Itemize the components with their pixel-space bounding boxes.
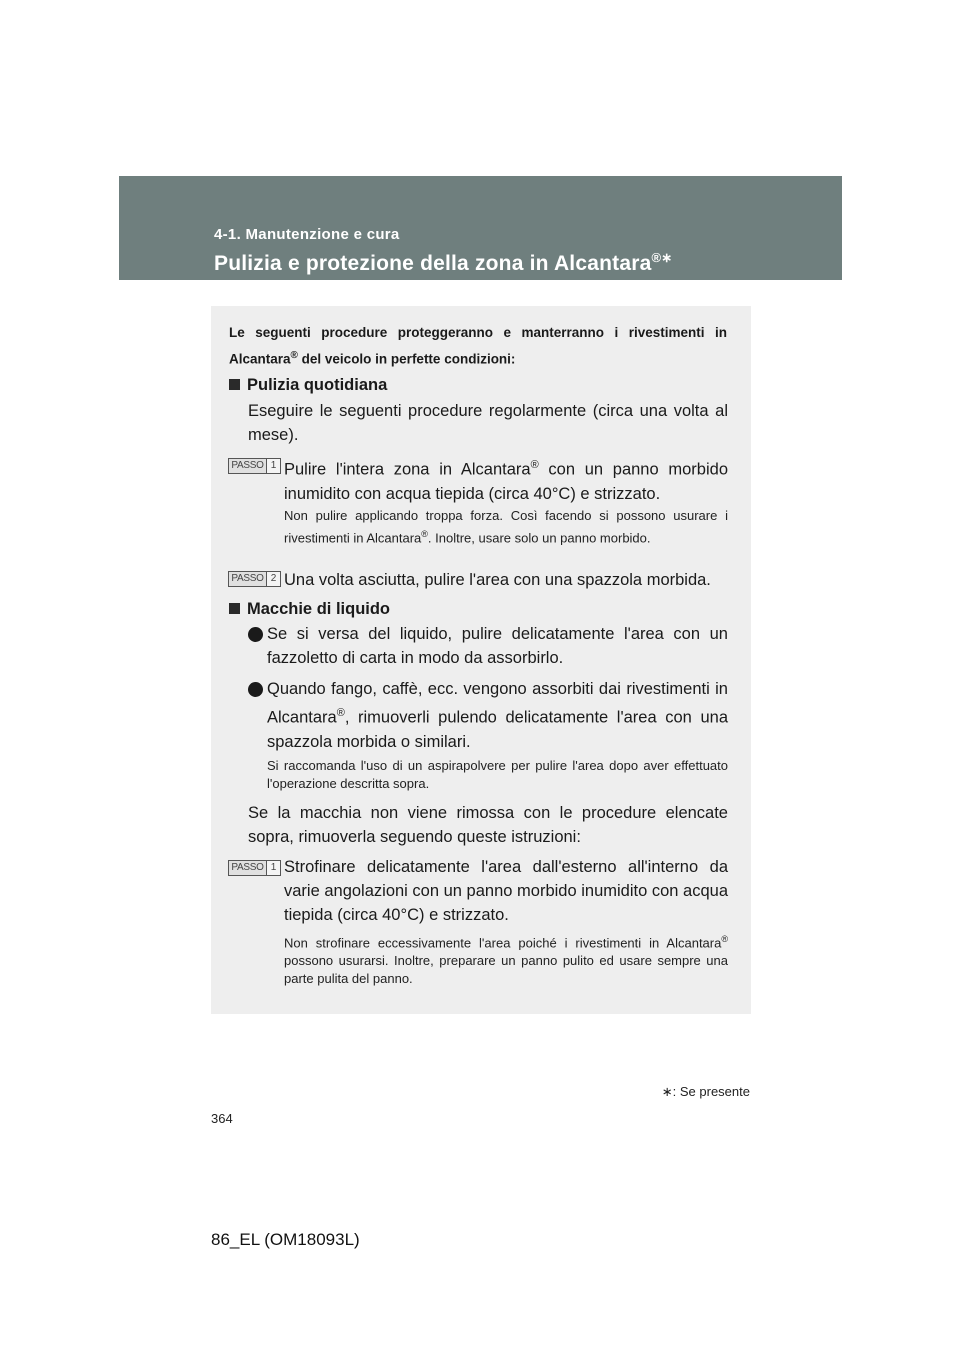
step-badge-1-stains bbox=[228, 860, 281, 876]
footnote-if-equipped: ∗: Se presente bbox=[661, 1084, 750, 1099]
bullet-dot-icon bbox=[248, 627, 263, 642]
heading-daily-text: Pulizia quotidiana bbox=[247, 376, 388, 394]
step-badge-label: PASSO bbox=[231, 573, 264, 584]
step-badge-number: 2 bbox=[266, 572, 280, 586]
page-title-text: Pulizia e protezione della zona in Alcantara bbox=[214, 252, 652, 275]
intro-line1: Le seguenti procedure proteggeranno e manterranno i rivestimenti in Alcantara bbox=[229, 325, 727, 367]
stains-step1-text: Strofinare delicatamente l'area dall'esterno all'interno da varie angolazioni con un panno morbido inumidito con acqua tiepida (circa 40°C) e strizzato. bbox=[284, 858, 728, 924]
intro-text bbox=[229, 321, 727, 371]
page-title bbox=[214, 250, 672, 276]
document-code: 86_EL (OM18093L) bbox=[211, 1230, 360, 1249]
daily-step1-text-a: Pulire l'intera zona in Alcantara bbox=[284, 460, 531, 479]
step-badge-number: 1 bbox=[266, 459, 280, 473]
stains-step1-note-b: possono usurarsi. Inoltre, preparare un panno pulito ed usare sempre una parte pulita del panno. bbox=[284, 953, 728, 987]
heading-liquid-stains bbox=[229, 600, 390, 619]
step-badge-number: 1 bbox=[266, 861, 280, 875]
square-bullet-icon bbox=[229, 379, 240, 390]
step-badge-2 bbox=[228, 571, 281, 587]
step-badge-label: PASSO bbox=[231, 862, 264, 873]
stains-bullet2-b: , rimuoverli pulendo delicatamente l'area con una spazzola morbida o similari. bbox=[267, 708, 728, 751]
reg-mark: ® bbox=[530, 459, 539, 471]
bullet-dot-icon bbox=[248, 682, 263, 697]
stains-followup-text: Se la macchia non viene rimossa con le procedure elencate sopra, rimuoverla seguendo queste istruzioni: bbox=[248, 804, 728, 846]
intro-line2: del veicolo in perfette condizioni: bbox=[297, 351, 516, 367]
daily-description: Eseguire le seguenti procedure regolarmente (circa una volta al mese). bbox=[248, 402, 728, 444]
stains-bullet2 bbox=[267, 677, 728, 754]
section-header-band bbox=[119, 176, 842, 280]
stains-bullet2-a: Quando fango, caffè, ecc. vengono assorbiti dai rivestimenti in Alcantara bbox=[267, 680, 728, 727]
page-number: 364 bbox=[211, 1111, 233, 1126]
heading-daily-cleaning bbox=[229, 376, 387, 395]
stains-note: Si raccomanda l'uso di un aspirapolvere per pulire l'area dopo aver effettuato l'operazione descritta sopra. bbox=[267, 758, 728, 791]
stains-bullet1: Se si versa del liquido, pulire delicatamente l'area con un fazzoletto di carta in modo da assorbirlo. bbox=[267, 625, 728, 667]
section-label: 4-1. Manutenzione e cura bbox=[214, 226, 400, 243]
heading-stains-text: Macchie di liquido bbox=[247, 600, 391, 618]
page-title-mark: ®∗ bbox=[651, 250, 673, 265]
reg-mark: ® bbox=[421, 529, 428, 539]
reg-mark: ® bbox=[721, 934, 728, 944]
daily-step1-note-b: . Inoltre, usare solo un panno morbido. bbox=[427, 530, 651, 546]
daily-step1-text-b: con un panno morbido inumidito con acqua tiepida (circa 40°C) e strizzato. bbox=[284, 460, 728, 503]
step-badge-label: PASSO bbox=[231, 460, 264, 471]
step-badge-1 bbox=[228, 458, 281, 474]
content-box bbox=[211, 306, 751, 1014]
intro-reg-mark: ® bbox=[290, 350, 298, 361]
daily-step2-text: Una volta asciutta, pulire l'area con una spazzola morbida. bbox=[284, 571, 711, 589]
square-bullet-icon bbox=[229, 603, 240, 614]
stains-step1-note bbox=[284, 930, 728, 988]
daily-step1-note bbox=[284, 507, 728, 547]
reg-mark: ® bbox=[336, 707, 345, 719]
daily-step1-text bbox=[284, 453, 728, 506]
stains-step1-note-a: Non strofinare eccessivamente l'area poiché i rivestimenti in Alcantara bbox=[284, 935, 722, 951]
daily-step1-note-a: Non pulire applicando troppa forza. Così facendo si possono usurare i rivestimenti in Alcantara bbox=[284, 508, 728, 546]
